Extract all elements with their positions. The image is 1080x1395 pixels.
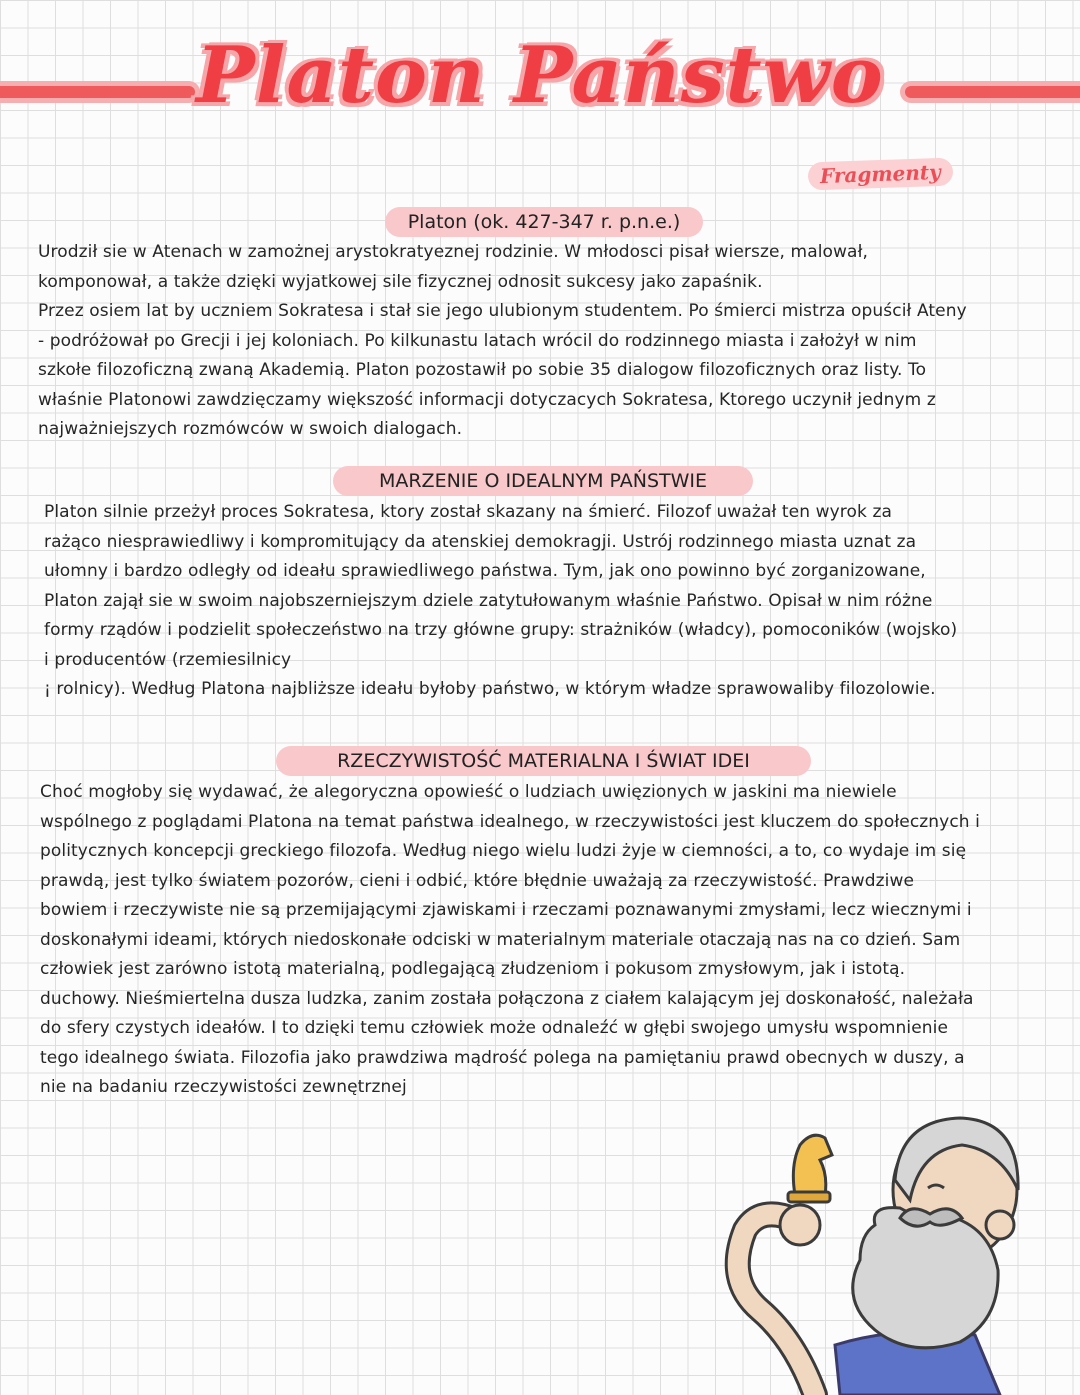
body-line: wspólnego z poglądami Platona na temat państwa idealnego, w rzeczywistości jest kluczem do społecznych i	[40, 811, 980, 832]
body-line: człowiek jest zarówno istotą materialną, podlegającą złudzeniom i pokusom zmysłowym, jak i istotą.	[40, 959, 906, 979]
page-subtitle: Fragmenty	[808, 157, 954, 190]
philosopher-illustration	[700, 1110, 1080, 1395]
body-line: właśnie Platonowi zawdzięczamy większość informacji dotyczacych Sokratesa, Ktorego uczynił jednym z	[38, 389, 936, 410]
body-line: Platon zajął sie w swoim najobszerniejszym dziele zatytułowanym właśnie Państwo. Opisał w nim różne	[44, 590, 933, 611]
body-line: rażąco niesprawiedliwy i kompromitujący da atenskiej demokragji. Ustrój rodzinnego miasta uznat za	[44, 531, 917, 552]
body-line: ułomny i bardzo odległy od ideału sprawiedliwego państwa. Tym, jak ono powinno być zorganizowane,	[44, 561, 926, 581]
body-line: bowiem i rzeczywiste nie są przemijającymi zjawiskami i rzeczami poznawanymi zmysłami, lecz wiecznymi i	[40, 900, 972, 920]
section-heading-ideal-state: MARZENIE O IDEALNYM PAŃSTWIE	[333, 466, 753, 496]
body-line: prawdą, jest tylko światem pozorów, cieni i odbić, które błędnie uważają za rzeczywistość. Prawdziwe	[40, 870, 915, 891]
body-line: politycznych koncepcji greckiego filozofa. Według niego wielu ludzi żyje w ciemności, a to, co wydaje im się	[40, 841, 967, 861]
body-line: Urodził sie w Atenach w zamożnej arystokratyeznej rodzinie. W młodosci pisał wiersze, malował,	[38, 242, 869, 262]
chess-knight-icon	[788, 1135, 832, 1202]
section-body-ideas	[40, 778, 980, 1103]
body-line: doskonałymi ideami, których niedoskonałe odciski w materialnym materiale otaczają nas na co dzień. Sam	[40, 929, 961, 950]
section-heading-ideas: RZECZYWISTOŚĆ MATERIALNA I ŚWIAT IDEI	[276, 746, 811, 776]
body-line: Platon silnie przeżył proces Sokratesa, ktory został skazany na śmierć. Filozof uważał ten wyrok za	[44, 502, 892, 522]
body-line: tego idealnego świata. Filozofia jako prawdziwa mądrość polega na pamiętaniu prawd obecnych w duszy, a	[40, 1047, 965, 1068]
section-body-ideal-state	[44, 498, 957, 705]
body-line: - podróżował po Grecji i jej koloniach. Po kilkunastu latach wrócil do rodzinnego miasta i założył w nim	[38, 330, 917, 351]
body-line: nie na badaniu rzeczywistości zewnętrznej	[40, 1077, 407, 1097]
body-line: Choć mogłoby się wydawać, że alegoryczna opowieść o ludziach uwięzionych w jaskini ma niewiele	[40, 782, 897, 802]
body-line: formy rządów i podzielit społeczeństwo na trzy główne grupy: strażników (władcy), pomoconików (wojsko)	[44, 620, 958, 640]
section-heading-platon: Platon (ok. 427-347 r. p.n.e.)	[385, 207, 703, 237]
body-line: duchowy. Nieśmiertelna dusza ludzka, zanim została połączona z ciałem kalającym jej doskonałość, należała	[40, 988, 974, 1009]
body-line: najważniejszych rozmówców w swoich dialogach.	[38, 419, 463, 439]
body-line: ¡ rolnicy). Według Platona najbliższe ideału byłoby państwo, w którym władze sprawowaliby filozolowie.	[44, 679, 936, 699]
body-line: szkołe filozoficzną zwaną Akademią. Platon pozostawił po sobie 35 dialogow filozoficznych oraz listy. To	[38, 360, 927, 380]
body-line: komponował, a także dzięki wyjatkowej sile fizycznej odnosit sukcesy jako zapaśnik.	[38, 271, 763, 292]
body-line: do sfery czystych ideałów. I to dzięki temu człowiek może odnaleźć w głębi swojego umysłu wspomnienie	[40, 1018, 949, 1038]
body-line: Przez osiem lat by uczniem Sokratesa i stał sie jego ulubionym studentem. Po śmierci mistrza opuścił Ateny	[38, 301, 967, 321]
section-body-platon	[38, 238, 967, 445]
body-line: i producentów (rzemiesilnicy	[44, 649, 292, 670]
page-title: Platon Państwo	[196, 30, 884, 121]
